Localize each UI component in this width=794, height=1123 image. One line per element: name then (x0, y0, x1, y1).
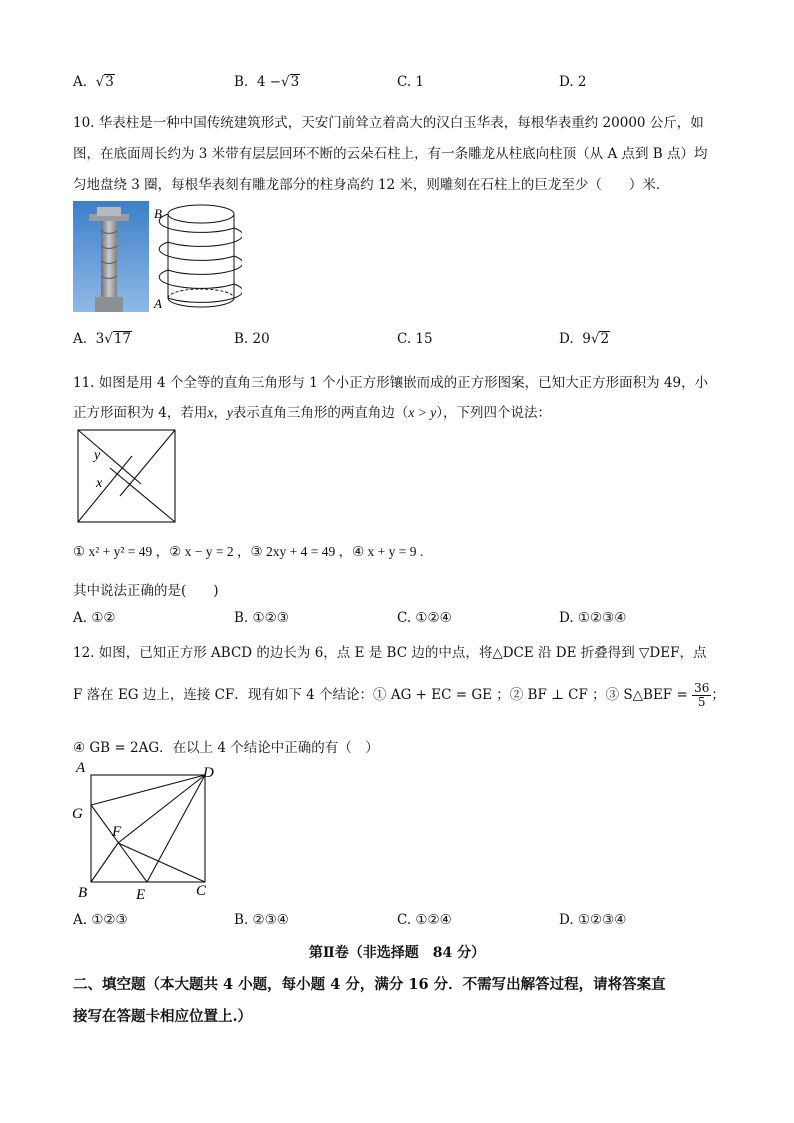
q12-line-2: F 落在 EG 边上，连接 CF．现有如下 4 个结论：① AG + EC = GE ；② BF ⊥ CF ；③ S△BEF = $\frac{36}{5}$ ； (73, 681, 725, 710)
q10-option-a: A. 3√17 (73, 331, 132, 347)
q10-option-c: C. 15 (397, 331, 433, 347)
q11-statements: ① x² + y² = 49 ，② x − y = 2 ，③ 2xy + 4 = 49 ，④ x + y = 9 . (73, 544, 424, 559)
label-f: F (112, 824, 122, 840)
label-c: C (196, 883, 207, 899)
q11-option-a: A. ①② (73, 610, 116, 626)
q9-option-c: C. 1 (397, 74, 425, 90)
section2-line-1: 二、填空题（本大题共 4 小题，每小题 4 分，满分 16 分．不需写出解答过程，请将答案直 (73, 976, 666, 993)
q11-option-c: C. ①②④ (397, 610, 452, 626)
q12-option-c: C. ①②④ (397, 912, 452, 928)
q12-line-1: 12. 如图，已知正方形 ABCD 的边长为 6，点 E 是 BC 边的中点，将△DCE 沿 DE 折叠得到 ▽DEF，点 (73, 645, 707, 661)
q11-ask: 其中说法正确的是( ) (73, 583, 219, 599)
point-a-label: A (154, 296, 162, 311)
label-a: A (76, 760, 86, 776)
q12-line-3: ④ GB = 2AG．在以上 4 个结论中正确的有（ ） (73, 740, 379, 756)
huabiao-photo (73, 201, 149, 312)
q12-option-d: D. ①②③④ (559, 912, 627, 928)
q11-line-1: 11. 如图是用 4 个全等的直角三角形与 1 个小正方形镶嵌而成的正方形图案，已知大正方形面积为 49，小 (73, 375, 709, 391)
q12-option-b: B. ②③④ (234, 912, 289, 928)
label-d: D (203, 765, 214, 781)
q9-option-a: A. √3 (73, 74, 114, 90)
section2-line-2: 接写在答题卡相应位置上.） (73, 1008, 253, 1025)
label-x: x (96, 476, 103, 491)
cylinder-diagram (152, 200, 242, 316)
label-b: B (78, 885, 88, 901)
folded-square-diagram (68, 758, 228, 902)
label-e: E (136, 887, 146, 902)
point-b-label: B (154, 206, 162, 221)
label-y: y (94, 448, 101, 463)
q10-line-3: 匀地盘绕 3 圈，每根华表刻有雕龙部分的柱身高约 12 米，则雕刻在石柱上的巨龙至少（ ）米． (73, 177, 670, 193)
q9-option-b: B. 4 −√3 (234, 74, 300, 90)
q10-option-b: B. 20 (234, 331, 270, 347)
q10-line-2: 图，在底面周长约为 3 米带有层层回环不断的云朵石柱上，有一条雕龙从柱底向柱顶（从 A 点到 B 点）均 (73, 146, 708, 162)
q11-option-b: B. ①②③ (234, 610, 289, 626)
pinwheel-square-diagram (76, 428, 177, 524)
q10-option-d: D. 9√2 (559, 331, 610, 347)
label-g: G (72, 806, 83, 822)
q11-option-d: D. ①②③④ (559, 610, 627, 626)
part2-title: 第Ⅱ卷（非选择题 84 分） (308, 945, 486, 961)
area-fraction: $\frac{36}{5}$ (694, 681, 710, 710)
q9-option-d: D. 2 (559, 74, 587, 90)
q11-line-2: 正方形面积为 4，若用x，y表示直角三角形的两直角边（x > y），下列四个说法： (73, 405, 551, 421)
q10-line-1: 10. 华表柱是一种中国传统建筑形式，天安门前耸立着高大的汉白玉华表，每根华表重约 20000 公斤，如 (73, 115, 704, 131)
q12-option-a: A. ①②③ (73, 912, 128, 928)
